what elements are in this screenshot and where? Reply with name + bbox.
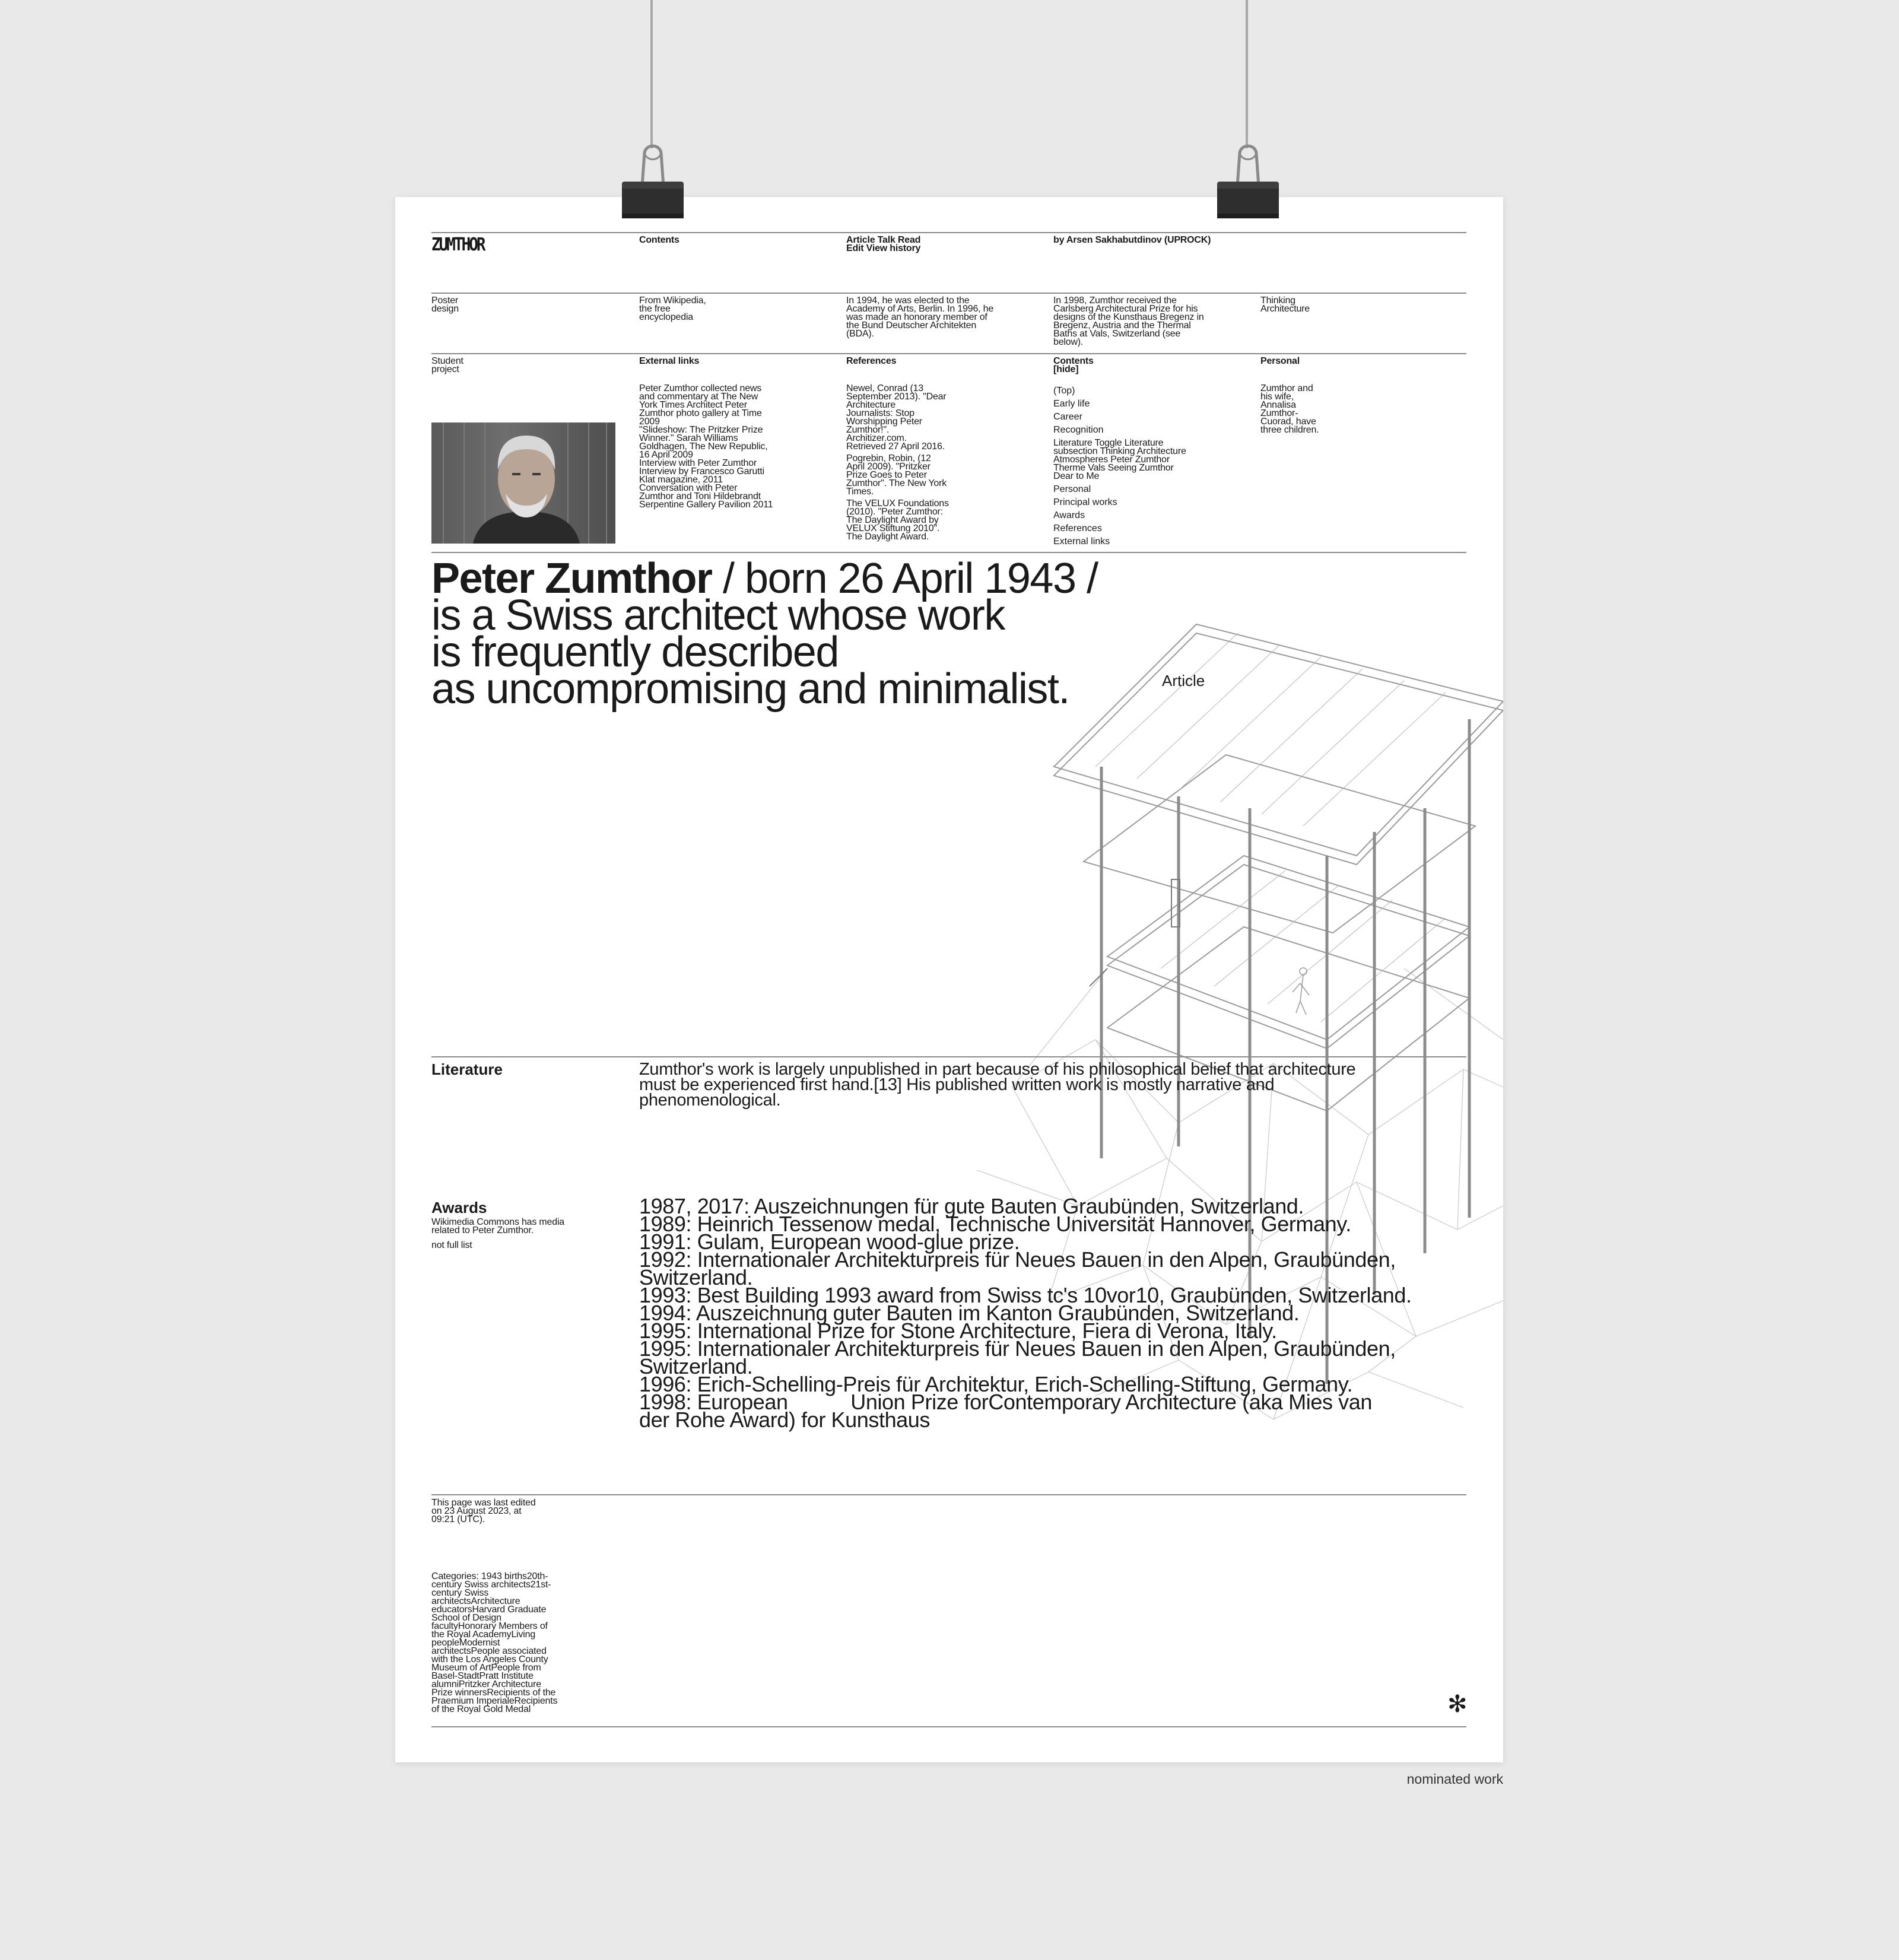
hanging-string-left bbox=[650, 0, 653, 148]
text-line: Zumthor's work is largely unpublished in part because of his philosophical belief that architecture bbox=[639, 1060, 1356, 1079]
commons-note[interactable] bbox=[431, 1218, 564, 1235]
external-link-line[interactable]: Serpentine Gallery Pavilion 2011 bbox=[639, 500, 773, 510]
text-line: Carlsberg Architectural Prize for his bbox=[1053, 304, 1198, 314]
reference-line: Prize Goes to Peter bbox=[846, 470, 927, 480]
category-line[interactable]: architectsPeople associated bbox=[431, 1646, 547, 1656]
text-line: Architecture bbox=[1260, 304, 1310, 314]
contents-item[interactable]: (Top) bbox=[1053, 386, 1075, 396]
portrait-photo bbox=[431, 423, 615, 544]
category-line[interactable]: facultyHonorary Members of bbox=[431, 1621, 548, 1631]
article-label: Article bbox=[1162, 672, 1205, 690]
text-line: on 23 August 2023, at bbox=[431, 1506, 522, 1516]
category-line[interactable]: Basel-StadtPratt Institute bbox=[431, 1671, 534, 1681]
category-line[interactable]: Categories: 1943 births20th- bbox=[431, 1571, 548, 1581]
external-link-line[interactable]: Interview with Peter Zumthor bbox=[639, 458, 757, 468]
poster-design-label bbox=[431, 297, 459, 313]
external-link-line[interactable]: and commentary at The New bbox=[639, 392, 758, 402]
category-line[interactable]: of the Royal Gold Medal bbox=[431, 1704, 531, 1714]
categories-list[interactable] bbox=[431, 1573, 557, 1714]
category-line[interactable]: with the Los Angeles County bbox=[431, 1654, 548, 1664]
award-line: 1998: European Union Prize forContemporary Architecture (aka Mies van bbox=[639, 1390, 1373, 1414]
text-line[interactable]: Wikimedia Commons has media bbox=[431, 1217, 565, 1227]
external-link-line[interactable]: Zumthor and Toni Hildebrandt bbox=[639, 491, 761, 501]
headline-line2: is a Swiss architect whose work bbox=[431, 592, 1005, 639]
headline-line3: is frequently described bbox=[431, 628, 839, 676]
source-note bbox=[639, 297, 706, 322]
category-line[interactable]: century Swiss bbox=[431, 1588, 489, 1598]
literature-text bbox=[639, 1062, 1355, 1108]
not-full-list-note: not full list bbox=[431, 1240, 472, 1250]
category-line[interactable]: Museum of ArtPeople from bbox=[431, 1663, 541, 1673]
external-link-line[interactable]: Conversation with Peter bbox=[639, 483, 738, 493]
text-line: 09:21 (UTC). bbox=[431, 1514, 485, 1524]
portrait-illustration bbox=[431, 423, 615, 544]
text-line: Baths at Vals, Switzerland (see bbox=[1053, 329, 1181, 339]
personal-heading: Personal bbox=[1260, 356, 1300, 366]
reference-line: Journalists: Stop bbox=[846, 408, 914, 418]
contents-hide-toggle[interactable]: [hide] bbox=[1053, 364, 1079, 374]
text-line: designs of the Kunsthaus Bregenz in bbox=[1053, 312, 1204, 322]
category-line[interactable]: the Royal AcademyLiving bbox=[431, 1629, 536, 1640]
header-contents-link[interactable]: Contents bbox=[639, 235, 679, 245]
text-line[interactable]: related to Peter Zumthor. bbox=[431, 1225, 534, 1235]
contents-item[interactable]: Early life bbox=[1053, 399, 1090, 409]
last-edited-note bbox=[431, 1499, 536, 1524]
logo: ZUMTHOR bbox=[431, 234, 484, 256]
text-line: Student bbox=[431, 356, 463, 366]
author-credit: by Arsen Sakhabutdinov (UPROCK) bbox=[1053, 235, 1211, 245]
award-line: 1992: Internationaler Architekturpreis für Neues Bauen in den Alpen, Graubünden, bbox=[639, 1247, 1396, 1272]
award-line: Switzerland. bbox=[639, 1354, 753, 1378]
headline-line4: as uncompromising and minimalist. bbox=[431, 665, 1069, 713]
header-tabs[interactable] bbox=[846, 236, 920, 253]
text-line: Zumthor- bbox=[1260, 408, 1298, 418]
external-links-heading: External links bbox=[639, 356, 700, 366]
poster-sheet bbox=[395, 197, 1503, 1762]
text-line: his wife, bbox=[1260, 392, 1294, 402]
literature-label: Literature bbox=[431, 1060, 503, 1078]
personal-text bbox=[1260, 385, 1319, 434]
contents-item[interactable]: Recognition bbox=[1053, 425, 1104, 435]
category-line[interactable]: School of Design bbox=[431, 1613, 501, 1623]
reference-line: Newel, Conrad (13 bbox=[846, 383, 923, 393]
text-line: the free bbox=[639, 304, 671, 314]
reference-line: Pogrebin, Robin, (12 bbox=[846, 453, 931, 463]
header-tabs-line2[interactable]: Edit View history bbox=[846, 243, 921, 253]
contents-item[interactable]: Awards bbox=[1053, 510, 1085, 520]
award-line: 1996: Erich-Schelling-Preis für Architektur, Erich-Schelling-Stiftung, Germany. bbox=[639, 1372, 1353, 1396]
category-line[interactable]: alumniPritzker Architecture bbox=[431, 1679, 541, 1689]
headline-name: Peter Zumthor bbox=[431, 555, 712, 602]
contents-item[interactable]: Career bbox=[1053, 412, 1082, 422]
text-line: the Bund Deutscher Architekten bbox=[846, 320, 977, 331]
text-line: Zumthor and bbox=[1260, 383, 1313, 393]
award-line: 1993: Best Building 1993 award from Swiss tc's 10vor10, Graubünden, Switzerland. bbox=[639, 1283, 1412, 1307]
contents-item-literature[interactable]: Literature Toggle Literature subsection Thinking Architecture Atmospheres Peter Zumthor Therme Vals Seeing Zumthor Dear to Me bbox=[1053, 438, 1186, 481]
text-line: was made an honorary member of bbox=[846, 312, 987, 322]
text-line: Bregenz, Austria and the Thermal bbox=[1053, 320, 1191, 331]
reference-line: Architizer.com. bbox=[846, 433, 907, 443]
award-line: 1989: Heinrich Tessenow medal, Technische Universität Hannover, Germany. bbox=[639, 1212, 1351, 1236]
text-line: must be experienced first hand.[13] His published written work is mostly narrative and bbox=[639, 1075, 1275, 1094]
external-link-line[interactable]: York Times Architect Peter bbox=[639, 400, 747, 410]
reference-line: April 2009). "Pritzker bbox=[846, 462, 931, 472]
references-heading: References bbox=[846, 356, 897, 366]
rule-4 bbox=[431, 552, 1466, 553]
reference-line: (2010). "Peter Zumthor: bbox=[846, 507, 943, 517]
reference-line: VELUX Stiftung 2010". bbox=[846, 523, 940, 533]
rule-3 bbox=[431, 353, 1466, 354]
text-line: design bbox=[431, 304, 459, 314]
reference-line: Zumthor!". bbox=[846, 425, 890, 435]
award-line: Switzerland. bbox=[639, 1265, 753, 1289]
hanging-string-right bbox=[1246, 0, 1248, 148]
award-line: der Rohe Award) for Kunsthaus bbox=[639, 1408, 931, 1432]
caption: nominated work bbox=[1406, 1771, 1503, 1787]
awards-label: Awards bbox=[431, 1199, 487, 1216]
binder-clip-icon bbox=[1216, 140, 1280, 220]
contents-list[interactable] bbox=[1053, 385, 1196, 548]
header-tabs-line1[interactable]: Article Talk Read bbox=[846, 235, 921, 245]
external-link-line[interactable]: Interview by Francesco Garutti bbox=[639, 466, 764, 477]
awards-list bbox=[639, 1194, 1412, 1432]
reference-line: Times. bbox=[846, 487, 874, 497]
external-link-line[interactable]: "Slideshow: The Pritzker Prize bbox=[639, 425, 763, 435]
headline-born: / born 26 April 1943 / bbox=[712, 555, 1098, 602]
contents-item[interactable]: Personal bbox=[1053, 484, 1091, 494]
contents-item[interactable]: References bbox=[1053, 523, 1102, 533]
category-line[interactable]: Praemium ImperialeRecipients bbox=[431, 1696, 558, 1706]
text-line: (BDA). bbox=[846, 329, 874, 339]
academy-note bbox=[846, 297, 993, 338]
student-project-label bbox=[431, 357, 463, 374]
text-line: phenomenological. bbox=[639, 1091, 781, 1110]
external-link-line[interactable]: Zumthor photo gallery at Time bbox=[639, 408, 762, 418]
text-line: In 1998, Zumthor received the bbox=[1053, 296, 1177, 306]
rule-bottom bbox=[431, 1726, 1466, 1727]
rule-2 bbox=[431, 293, 1466, 294]
rule-5 bbox=[431, 1056, 1466, 1057]
external-link-line[interactable]: Klat magazine, 2011 bbox=[639, 475, 723, 485]
text-line: Thinking bbox=[1260, 296, 1295, 306]
text-line: This page was last edited bbox=[431, 1498, 536, 1508]
external-link-line[interactable]: Winner." Sarah Williams bbox=[639, 433, 738, 443]
text-line: From Wikipedia, bbox=[639, 296, 706, 306]
category-line[interactable]: century Swiss architects21st- bbox=[431, 1580, 551, 1590]
award-line: 1994: Auszeichnung guter Bauten im Kanton Graubünden, Switzerland. bbox=[639, 1301, 1300, 1325]
award-line: 1995: Internationaler Architekturpreis für Neues Bauen in den Alpen, Graubünden, bbox=[639, 1336, 1396, 1361]
asterisk-icon: ✻ bbox=[1447, 1691, 1468, 1717]
reference-line: Zumthor". The New York bbox=[846, 478, 947, 488]
text-line: project bbox=[431, 364, 459, 374]
external-link-line[interactable]: Goldhagen, The New Republic, bbox=[639, 441, 768, 452]
thinking-architecture-label bbox=[1260, 297, 1310, 313]
text-line: three children. bbox=[1260, 425, 1319, 435]
references-list bbox=[846, 385, 949, 541]
contents-heading bbox=[1053, 357, 1094, 374]
external-links-list[interactable] bbox=[639, 385, 773, 509]
contents-item[interactable]: External links bbox=[1053, 536, 1110, 547]
award-line: 1995: International Prize for Stone Architecture, Fiera di Verona, Italy. bbox=[639, 1319, 1277, 1343]
text-line: In 1994, he was elected to the bbox=[846, 296, 970, 306]
category-line[interactable]: architectsArchitecture bbox=[431, 1596, 520, 1606]
category-line[interactable]: peopleModernist bbox=[431, 1638, 500, 1648]
external-link-line[interactable]: Peter Zumthor collected news bbox=[639, 383, 762, 393]
reference-line: September 2013). "Dear bbox=[846, 392, 947, 402]
text-line: encyclopedia bbox=[639, 312, 693, 322]
rule-top bbox=[431, 232, 1466, 233]
external-link-line[interactable]: 2009 bbox=[639, 417, 660, 427]
carlsberg-note bbox=[1053, 297, 1204, 347]
category-line[interactable]: educatorsHarvard Graduate bbox=[431, 1605, 547, 1615]
external-link-line[interactable]: 16 April 2009 bbox=[639, 450, 693, 460]
headline bbox=[431, 555, 1098, 713]
text-line: Academy of Arts, Berlin. In 1996, he bbox=[846, 304, 994, 314]
reference-line: The VELUX Foundations bbox=[846, 498, 949, 509]
text-line: below). bbox=[1053, 337, 1084, 347]
category-line[interactable]: Prize winnersRecipients of the bbox=[431, 1688, 556, 1698]
binder-clip-icon bbox=[621, 140, 685, 220]
award-line: 1991: Gulam, European wood-glue prize. bbox=[639, 1230, 1020, 1254]
text-line: Annalisa bbox=[1260, 400, 1296, 410]
contents-title: Contents bbox=[1053, 356, 1094, 366]
reference-line: The Daylight Award. bbox=[846, 532, 929, 542]
contents-item[interactable]: Principal works bbox=[1053, 497, 1117, 507]
award-line: 1987, 2017: Auszeichnungen für gute Bauten Graubünden, Switzerland. bbox=[639, 1194, 1304, 1218]
reference-line: Architecture bbox=[846, 400, 895, 410]
text-line: Cuorad, have bbox=[1260, 417, 1316, 427]
reference-line: Retrieved 27 April 2016. bbox=[846, 441, 945, 452]
reference-line: Worshipping Peter bbox=[846, 417, 922, 427]
text-line: Poster bbox=[431, 296, 459, 306]
rule-6 bbox=[431, 1494, 1466, 1495]
reference-line: The Daylight Award by bbox=[846, 515, 939, 525]
